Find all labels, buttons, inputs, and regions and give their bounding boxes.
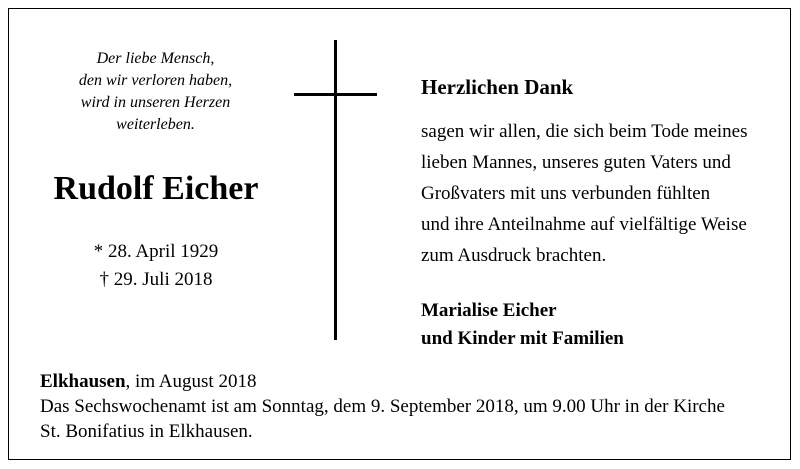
- death-date: † 29. Juli 2018: [99, 269, 213, 290]
- thanks-line: zum Ausdruck brachten.: [421, 245, 607, 266]
- thanks-message: [421, 116, 748, 271]
- obituary-notice: [8, 8, 791, 460]
- quote-line: Der liebe Mensch,: [96, 50, 215, 67]
- thanks-line: sagen wir allen, die sich beim Tode meines: [421, 121, 748, 142]
- service-location: St. Bonifatius in Elkhausen.: [40, 421, 253, 442]
- quote-line: wird in unseren Herzen: [80, 94, 231, 111]
- service-details: Das Sechswochenamt ist am Sonntag, dem 9. September 2018, um 9.00 Uhr in der Kirche: [40, 396, 725, 417]
- thanks-line: und ihre Anteilnahme auf vielfältige Weise: [421, 214, 747, 235]
- signer-name: Marialise Eicher: [421, 300, 557, 321]
- birth-date: * 28. April 1929: [93, 241, 219, 262]
- signers: [421, 297, 624, 353]
- life-dates: [57, 238, 255, 294]
- thanks-heading: Herzlichen Dank: [421, 75, 574, 99]
- notice-date: , im August 2018: [125, 371, 257, 392]
- cross-vertical-bar: [334, 40, 337, 340]
- quote-line: weiterleben.: [116, 116, 195, 133]
- place-date-line: [40, 369, 725, 394]
- deceased-name: Rudolf Eicher: [53, 170, 259, 207]
- signer-family: und Kinder mit Familien: [421, 328, 624, 349]
- thanks-line: lieben Mannes, unseres guten Vaters und: [421, 152, 731, 173]
- place-name: Elkhausen: [40, 371, 126, 392]
- cross-horizontal-bar: [294, 93, 377, 96]
- thanks-line: Großvaters mit uns verbunden fühlten: [421, 183, 711, 204]
- service-announcement: [40, 369, 725, 444]
- quote-line: den wir verloren haben,: [78, 72, 233, 89]
- memorial-quote: [39, 48, 272, 136]
